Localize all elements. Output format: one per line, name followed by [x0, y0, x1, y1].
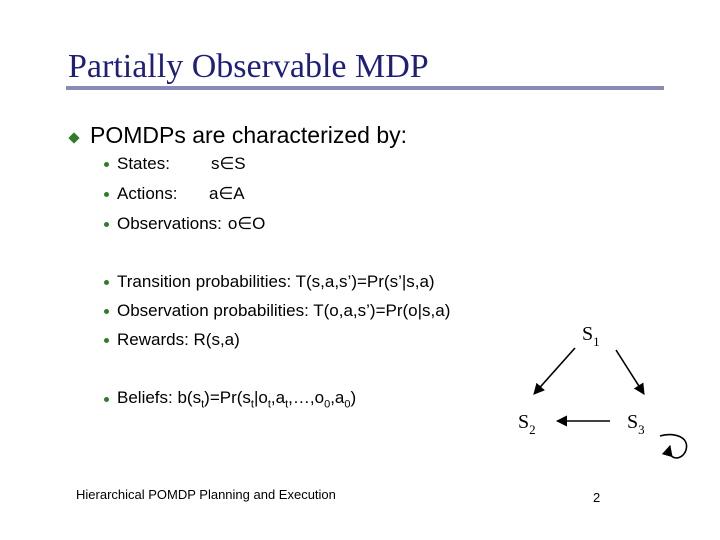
edge-s1-s2 [534, 348, 575, 394]
node-s1: $S_1$ [582, 323, 600, 349]
states-label: States: [117, 154, 170, 173]
actions-expr: a∈A [209, 184, 245, 203]
observations-label: Observations: [117, 214, 222, 233]
observations-expr: o∈O [227, 214, 266, 233]
actions-label: Actions: [117, 184, 178, 203]
edge-s1-s3 [616, 350, 644, 394]
rewards-text: Rewards: R(s,a) [117, 330, 240, 349]
states-expr: s∈S [211, 154, 246, 173]
main-bullet-text: POMDPs are characterized by: [90, 122, 408, 148]
transition-text: Transition probabilities: T(s,a,s’)=Pr(s’|s,a) [117, 272, 435, 291]
node-s3: $S_3$ [627, 411, 645, 437]
slide-title: Partially Observable MDP [68, 48, 429, 85]
self-loop-s3 [660, 435, 687, 458]
page-number: 2 [593, 490, 601, 505]
slide-footer: Hierarchical POMDP Planning and Execution [76, 487, 336, 502]
node-s2: $S_2$ [518, 411, 536, 437]
observation-prob-text: Observation probabilities: T(o,a,s’)=Pr(o|s,a) [117, 301, 451, 320]
beliefs-formula: Beliefs: $b(s_t)=Pr(s_t|o_t,a_t,\dots,o_0,a_0)$ [117, 388, 357, 411]
